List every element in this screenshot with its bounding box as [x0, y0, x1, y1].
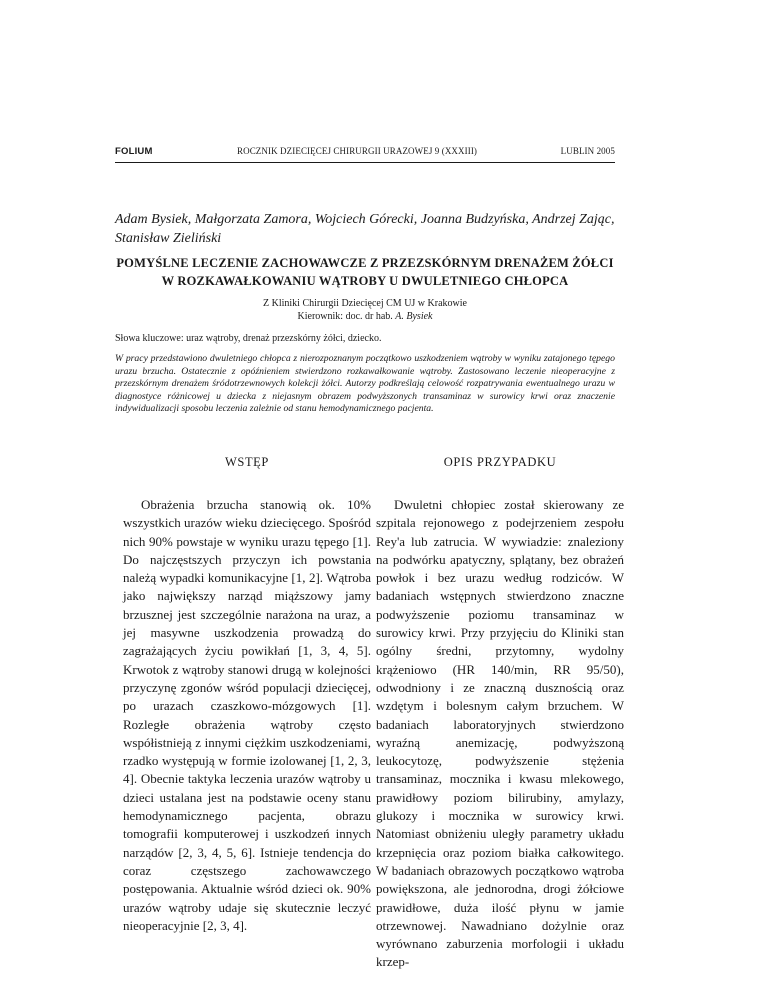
- director-label: Kierownik: doc. dr hab.: [297, 311, 393, 322]
- header-rule: [115, 162, 615, 163]
- section-heading-case-report: OPIS PRZYPADKU: [443, 455, 557, 469]
- column-left: [123, 455, 371, 935]
- affiliation: [115, 297, 615, 323]
- section-label: FOLIUM: [115, 146, 153, 157]
- article-title: POMYŚLNE LECZENIE ZACHOWAWCZE Z PRZEZSKÓRNYM DRENAŻEM ŻÓŁCI W ROZKAWAŁKOWANIU WĄTROBY U DWULETNIEGO CHŁOPCA: [116, 256, 614, 288]
- author-list: Adam Bysiek, Małgorzata Zamora, Wojciech Górecki, Joanna Budzyńska, Andrzej Zając, Stanisław Zieliński: [115, 212, 615, 246]
- column-right: [376, 455, 624, 972]
- running-header: [115, 146, 615, 160]
- director-name: A. Bysiek: [395, 311, 433, 322]
- section-heading-introduction: WSTĘP: [225, 455, 269, 469]
- journal-name: ROCZNIK DZIECIĘCEJ CHIRURGII URAZOWEJ 9 (XXXIII): [237, 146, 478, 156]
- abstract: W pracy przedstawiono dwuletniego chłopca z nierozpoznanym początkowo uszkodzeniem wątroby w wyniku zatajonego tępego urazu brzucha. Ostatecznie z opóźnieniem stwierdzono rozkawałkowanie wątroby. Zastosowano leczenie nieoperacyjne z przezskórnym drenażem śródotrzewnowych kolekcji żółci. Autorzy podkreślają celowość rozpatrywania ewentualnego urazu w diagnostyce różnicowej u dziecka z niejasnym obrazem podwyższonych transaminaz w surowicy krwi oraz znaczenie indywidualizacji sposobu leczenia zależnie od stanu hemodynamicznego pacjenta.: [115, 353, 615, 415]
- case-report-text: Dwuletni chłopiec został skierowany ze szpitala rejonowego z podejrzeniem zespołu Rey'a lub zatrucia. W wywiadzie: znaleziony na podwórku apatyczny, splątany, bez obrażeń powłok i bez urazu według rodziców. W badaniach wstępnych stwierdzono znaczne podwyższenie poziomu transaminaz w surowicy krwi. Przy przyjęciu do Kliniki stan ogólny średni, przytomny, wydolny krążeniowo (HR 140/min, RR 95/50), odwodniony i ze znaczną dusznością oraz wzdętym i bolesnym całym brzuchem. W badaniach laboratoryjnych stwierdzono wyraźną anemizację, podwyższoną leukocytozę, podwyższenie stężenia transaminaz, mocznika i kwasu mlekowego, prawidłowy poziom bilirubiny, amylazy, glukozy i mocznika w surowicy krwi. Natomiast obniżeniu uległy parametry układu krzepnięcia oraz poziom białka całkowitego. W badaniach obrazowych początkowo wątroba powiększona, ale jednorodna, drogi żółciowe prawidłowe, duża ilość płynu w jamie otrzewnowej. Nawadniano dożylnie oraz wyrównano zaburzenia morfologii i układu krzep-: [376, 497, 624, 970]
- introduction-text: Obrażenia brzucha stanowią ok. 10% wszystkich urazów wieku dziecięcego. Spośród nich 90% powstaje w wyniku urazu tępego [1]. Do najczęstszych przyczyn ich powstania należą wypadki komunikacyjne [1, 2]. Wątroba jako największy narząd miąższowy jamy brzusznej jest szczególnie narażona na uraz, a jej masywne uszkodzenia prowadzą do zagrażających życiu powikłań [1, 3, 4, 5]. Krwotok z wątroby stanowi drugą w kolejności przyczynę zgonów wśród populacji dziecięcej, po urazach czaszkowo-mózgowych [1]. Rozległe obrażenia wątroby często współistnieją z innymi ciężkim uszkodzeniami, rzadko występują w formie izolowanej [1, 2, 3, 4]. Obecnie taktyka leczenia urazów wątroby u dzieci ustalana jest na podstawie oceny stanu hemodynamicznego pacjenta, obrazu tomografii komputerowej i uszkodzeń innych narządów [2, 3, 4, 5, 6]. Istnieje tendencja do coraz częstszego zachowawczego postępowania. Aktualnie wśród dzieci ok. 90% urazów wątroby udaje się skutecznie leczyć nieoperacyjnie [2, 3, 4].: [123, 497, 372, 933]
- clinic-name: Z Kliniki Chirurgii Dziecięcej CM UJ w Krakowie: [263, 298, 467, 309]
- director-line: [115, 310, 615, 323]
- keywords: Słowa kluczowe: uraz wątroby, drenaż przezskórny żółci, dziecko.: [115, 333, 382, 344]
- place-year: LUBLIN 2005: [560, 146, 615, 156]
